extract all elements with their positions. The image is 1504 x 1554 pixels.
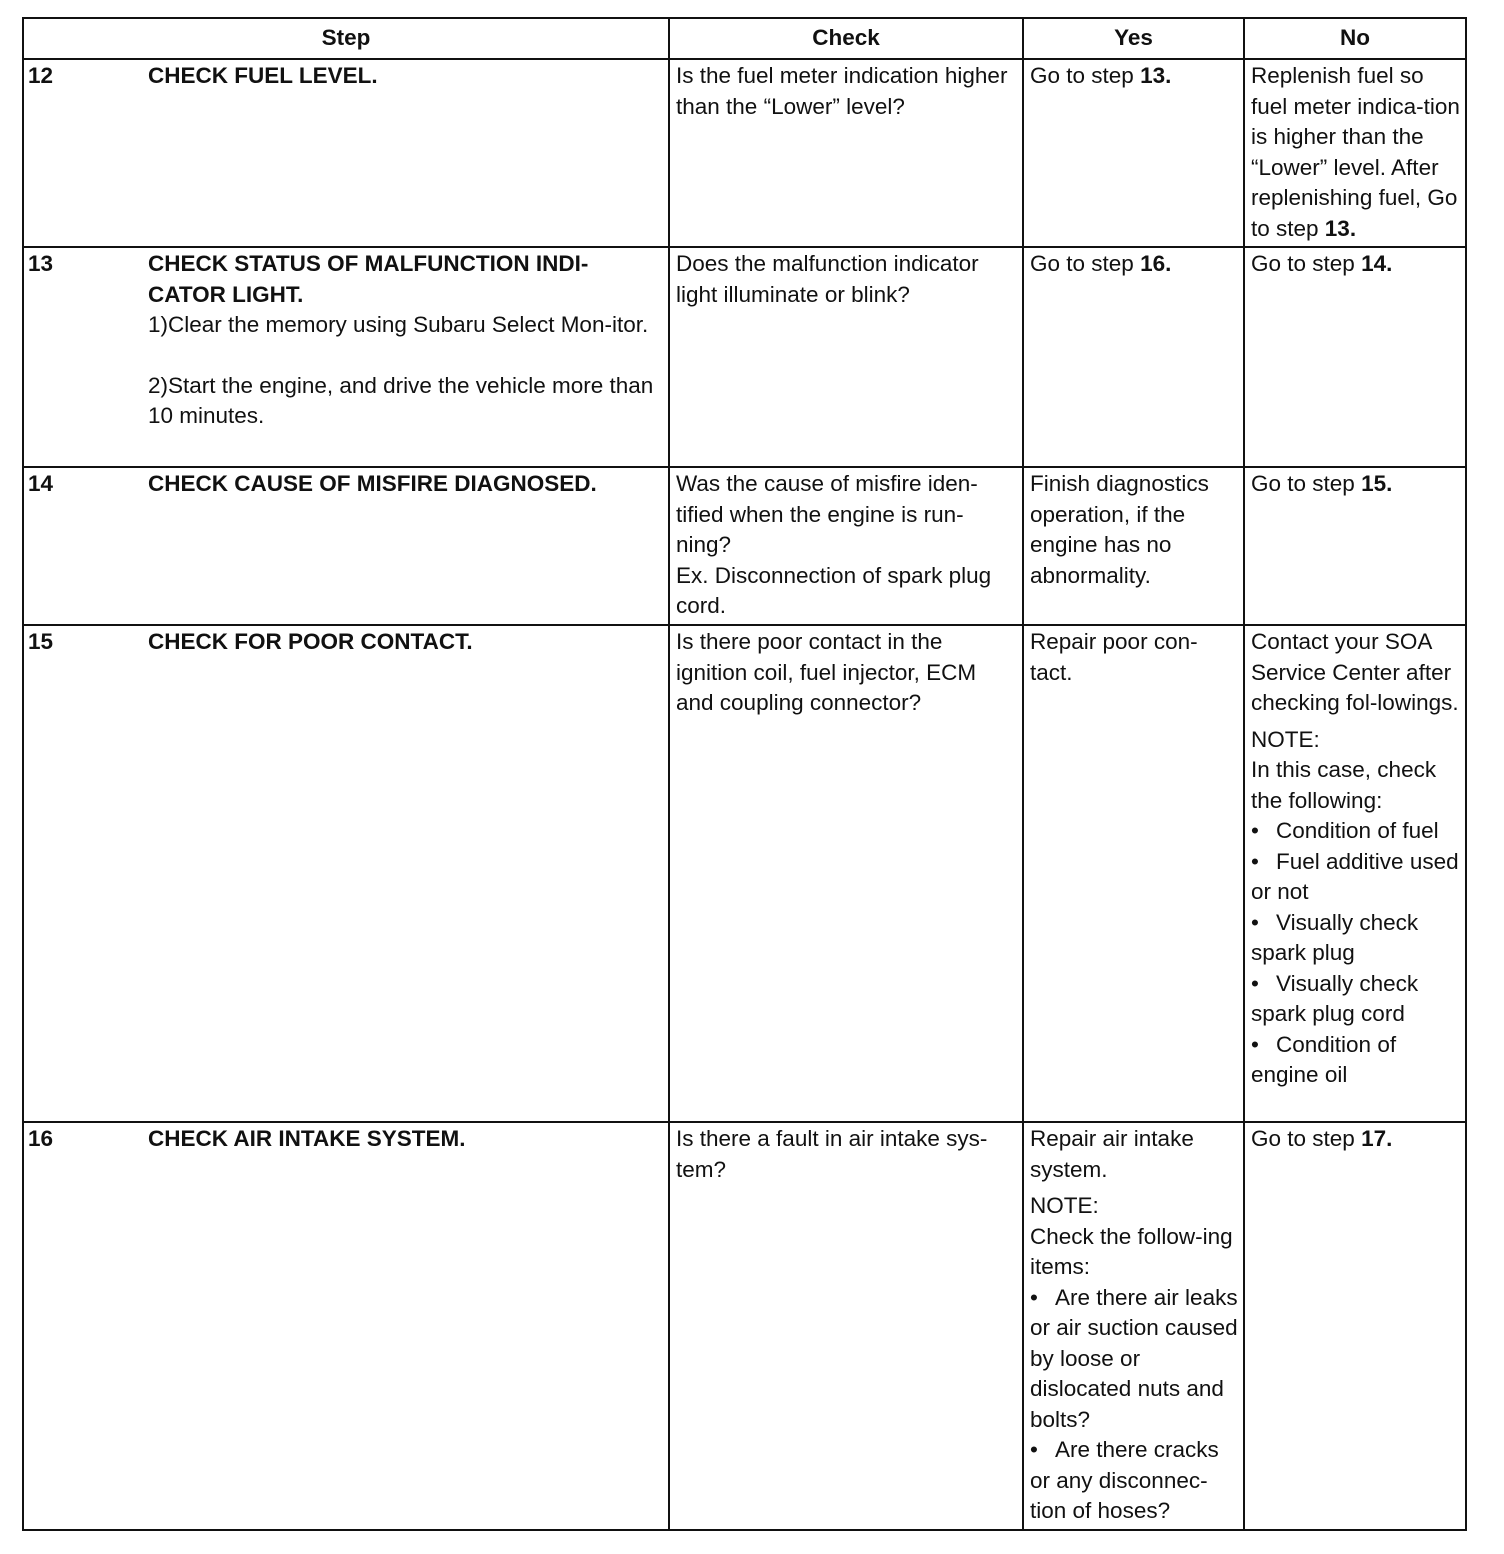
- bullet-text: Fuel additive used or not: [1251, 848, 1459, 904]
- bullet-text: Are there cracks or any disconnec-tion of hoses?: [1030, 1437, 1219, 1523]
- bullet-item: [1251, 969, 1461, 1030]
- header-yes: Yes: [1023, 18, 1244, 59]
- bullet-icon: •: [1251, 818, 1259, 843]
- yes-text: Go to step: [1030, 63, 1141, 88]
- step-title: CHECK FUEL LEVEL.: [148, 63, 378, 88]
- bullet-item: [1251, 847, 1461, 908]
- no-step-ref: 14.: [1361, 251, 1393, 276]
- no-text: Contact your SOA Service Center after checking fol-lowings.: [1251, 629, 1459, 715]
- yes-cell: [1023, 1122, 1244, 1530]
- check-cell: [669, 467, 1023, 625]
- note-text: Check the follow-ing items:: [1030, 1223, 1233, 1279]
- bullet-item: [1030, 1435, 1239, 1527]
- step-cell: [23, 467, 669, 625]
- bullet-item: [1251, 908, 1461, 969]
- bullet-text: Condition of fuel: [1276, 818, 1439, 843]
- table-row: [23, 59, 1466, 247]
- check-cell: [669, 625, 1023, 1122]
- table-row: [23, 247, 1466, 467]
- step-number: 14: [28, 471, 54, 496]
- no-step-ref: 13.: [1324, 215, 1357, 241]
- bullet-item: [1030, 1283, 1239, 1436]
- diagnostic-table: [22, 17, 1467, 1531]
- yes-step-ref: 16.: [1140, 251, 1172, 276]
- yes-text: Repair poor con-tact.: [1030, 629, 1198, 685]
- no-cell: [1244, 467, 1466, 625]
- bullet-icon: •: [1251, 1031, 1259, 1057]
- header-step: Step: [23, 18, 669, 59]
- bullet-icon: •: [1251, 970, 1259, 996]
- check-text: Is there poor contact in the ignition coil, fuel injector, ECM and coupling connector?: [676, 629, 977, 715]
- no-cell: [1244, 247, 1466, 467]
- note-label: NOTE:: [1030, 1193, 1099, 1218]
- step-cell: [23, 1122, 669, 1530]
- check-text: Is there a fault in air intake sys-tem?: [676, 1126, 988, 1182]
- step-title: CHECK FOR POOR CONTACT.: [148, 629, 473, 654]
- no-step-ref: 15.: [1361, 471, 1393, 496]
- step-number: 12: [28, 63, 54, 88]
- check-example: Ex. Disconnection of spark plug cord.: [676, 562, 992, 618]
- yes-text: Repair air intake system.: [1030, 1126, 1194, 1182]
- step-title: CHECK AIR INTAKE SYSTEM.: [148, 1126, 466, 1151]
- table-row: [23, 467, 1466, 625]
- no-text: Replenish fuel so fuel meter indica-tion is higher than the “Lower” level. After replenishing fuel, Go to step: [1251, 63, 1460, 241]
- table-header-row: [23, 18, 1466, 59]
- table-row: [23, 625, 1466, 1122]
- check-cell: [669, 59, 1023, 247]
- no-cell: [1244, 59, 1466, 247]
- no-text: Go to step: [1251, 251, 1362, 276]
- yes-text: Go to step: [1030, 251, 1141, 276]
- step-number: 16: [28, 1126, 54, 1151]
- step-number: 13: [28, 251, 54, 276]
- yes-cell: [1023, 625, 1244, 1122]
- bullet-text: Are there air leaks or air suction caused by loose or dislocated nuts and bolts?: [1030, 1284, 1238, 1432]
- note-label: NOTE:: [1251, 726, 1320, 752]
- step-substep: 2)Start the engine, and drive the vehicle more than 10 minutes.: [148, 372, 654, 428]
- yes-text: Finish diagnostics operation, if the engine has no abnormality.: [1030, 471, 1209, 588]
- check-text: Was the cause of misfire iden-tified when the engine is run-ning?: [676, 471, 978, 557]
- step-title: CHECK CAUSE OF MISFIRE DIAGNOSED.: [148, 471, 597, 496]
- note-text: In this case, check the following:: [1251, 757, 1437, 813]
- check-cell: [669, 247, 1023, 467]
- yes-cell: [1023, 467, 1244, 625]
- header-check: Check: [669, 18, 1023, 59]
- step-number: 15: [28, 629, 54, 654]
- bullet-item: [1251, 816, 1461, 847]
- step-substep: 1)Clear the memory using Subaru Select Mon-itor.: [148, 312, 649, 337]
- check-text: Is the fuel meter indication higher than the “Lower” level?: [676, 63, 1008, 119]
- check-text: Does the malfunction indicator light illuminate or blink?: [676, 251, 979, 307]
- bullet-text: Condition of engine oil: [1251, 1031, 1397, 1087]
- step-cell: [23, 59, 669, 247]
- header-no: No: [1244, 18, 1466, 59]
- step-title: CHECK STATUS OF MALFUNCTION INDI-CATOR LIGHT.: [148, 251, 589, 307]
- no-cell: [1244, 625, 1466, 1122]
- no-cell: [1244, 1122, 1466, 1530]
- table-row: [23, 1122, 1466, 1530]
- no-step-ref: 17.: [1361, 1126, 1393, 1151]
- bullet-icon: •: [1251, 909, 1259, 935]
- no-text: Go to step: [1251, 471, 1362, 496]
- yes-cell: [1023, 59, 1244, 247]
- step-cell: [23, 625, 669, 1122]
- check-cell: [669, 1122, 1023, 1530]
- no-text: Go to step: [1251, 1126, 1362, 1151]
- bullet-text: Visually check spark plug: [1251, 909, 1419, 965]
- yes-step-ref: 13.: [1140, 63, 1172, 88]
- bullet-text: Visually check spark plug cord: [1251, 970, 1419, 1026]
- bullet-icon: •: [1251, 848, 1259, 874]
- step-cell: [23, 247, 669, 467]
- bullet-item: [1251, 1030, 1461, 1091]
- bullet-icon: •: [1030, 1437, 1038, 1462]
- bullet-icon: •: [1030, 1284, 1038, 1310]
- yes-cell: [1023, 247, 1244, 467]
